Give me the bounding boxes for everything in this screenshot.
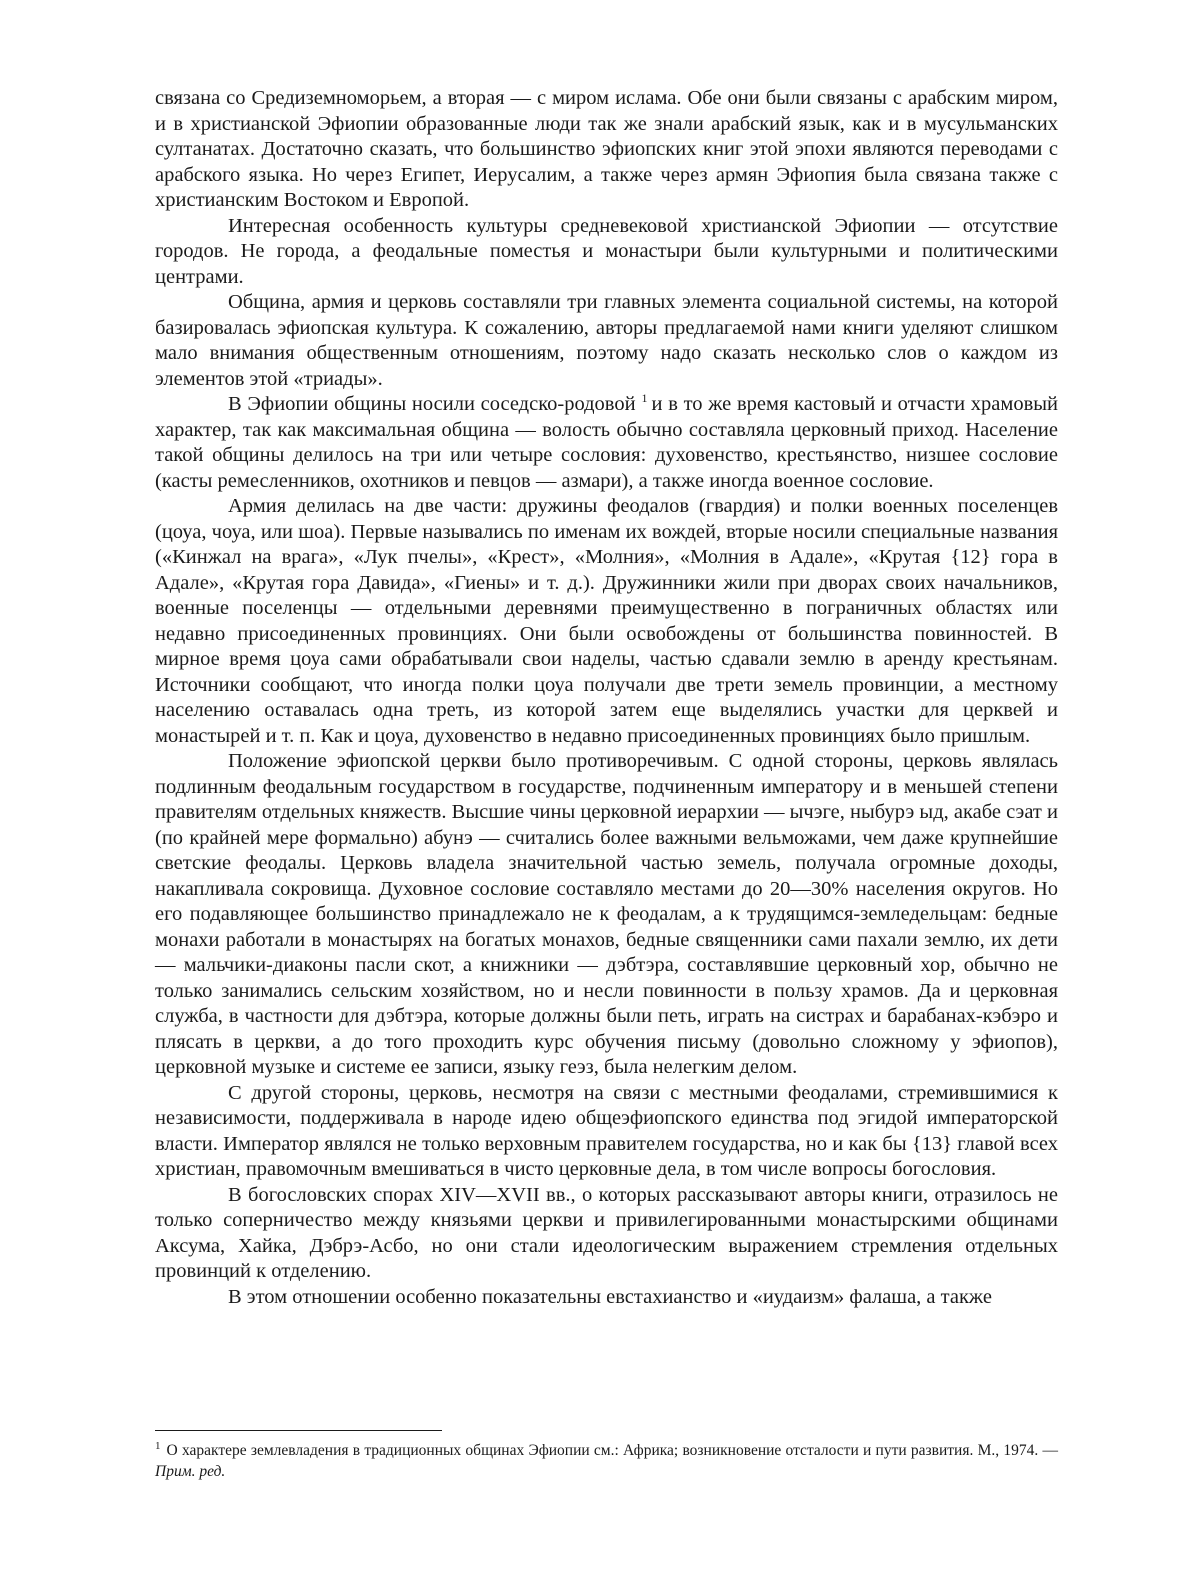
main-text	[155, 86, 1058, 1310]
paragraph-4-end: и в то же время кастовый и отчасти храмовый характер, так как максимальная община — волость обычно составляла церковный приход. Население такой общины делилось на три или четыре сословия: духовенство, крестьянство, низшее сословие (касты ремесленников, охотников и певцов — азмари), а также иногда военное сословие.	[155, 393, 1059, 492]
paragraph-8: В богословских спорах XIV—XVII вв., о которых рассказывают авторы книги, отразилось не только соперничество между князьями церкви и привилегированными монастырскими общинами Аксума, Хайка, Дэбрэ-Асбо, но они стали идеологическим выражением стремления отдельных провинций к отделению.	[155, 1183, 1058, 1282]
paragraph-3: Община, армия и церковь составляли три главных элемента социальной системы, на которой базировалась эфиопская культура. К сожалению, авторы предлагаемой нами книги уделяют слишком мало внимания общественным отношениям, поэтому надо сказать несколько слов о каждом из элементов этой «триады».	[155, 291, 1058, 390]
paragraph-7: С другой стороны, церковь, несмотря на связи с местными феодалами, стремившимися к независимости, поддерживала в народе идею общеэфиопского единства под эгидой императорской власти. Император являлся не только верховным правителем государства, но и как бы {13} главой всех христиан, правомочным вмешиваться в чисто церковные дела, в том числе вопросы богословия.	[155, 1081, 1058, 1180]
footnote-mark: 1	[155, 1440, 161, 1452]
footnote	[155, 1440, 1058, 1482]
paragraph-6: Положение эфиопской церкви было противоречивым. С одной стороны, церковь являлась подлинным феодальным государством в государстве, подчиненным императору и в меньшей степени правителям отдельных княжеств. Высшие чины церковной иерархии — ычэге, ныбурэ ыд, акабе сэат и (по крайней мере формально) абунэ — считались более важными вельможами, чем даже крупнейшие светские феодалы. Церковь владела значительной частью земель, получала огромные доходы, накапливала сокровища. Духовное сословие составляло местами до 20—30% населения округов. Но его подавляющее большинство принадлежало не к феодалам, а к трудящимся-земледельцам: бедные монахи работали в монастырях на богатых монахов, бедные священники сами пахали землю, их дети — мальчики-диаконы пасли скот, а книжники — дэбтэра, составлявшие церковный хор, обычно не только занимались сельским хозяйством, но и несли повинности в пользу храмов. Да и церковная служба, в частности для дэбтэра, которые должны были петь, играть на систрах и барабанах-кэбэро и плясать в церкви, а до того проходить курс обучения письму (довольно сложному у эфиопов), церковной музыке и системе ее записи, языку геэз, была нелегким делом.	[155, 750, 1058, 1078]
paragraph-1: связана со Средиземноморьем, а вторая — с миром ислама. Обе они были связаны с арабским миром, и в христианской Эфиопии образованные люди так же знали арабский язык, как и в мусульманских султанатах. Достаточно сказать, что большинство эфиопских книг этой эпохи являются переводами с арабского языка. Но через Египет, Иерусалим, а также через армян Эфиопия была связана также с христианским Востоком и Европой.	[155, 87, 1058, 211]
footnote-divider	[155, 1430, 442, 1431]
paragraph-9: В этом отношении особенно показательны евстахианство и «иудаизм» фалаша, а также	[228, 1285, 992, 1308]
footnote-editor-note: Прим. ред.	[155, 1463, 226, 1480]
paragraph-5: Армия делилась на две части: дружины феодалов (гвардия) и полки военных поселенцев (цоуа, чоуа, или шоа). Первые назывались по именам их вождей, вторые носили специальные названия («Кинжал на врага», «Лук пчелы», «Крест», «Молния», «Молния в Адале», «Крутая {12} гора в Адале», «Крутая гора Давида», «Гиены» и т. д.). Дружинники жили при дворах своих начальников, военные поселенцы — отдельными деревнями преимущественно в пограничных областях или недавно присоединенных провинциях. Они были освобождены от большинства повинностей. В мирное время цоуа сами обрабатывали свои наделы, частью сдавали землю в аренду крестьянам. Источники сообщают, что иногда полки цоуа получали две трети земель провинции, а местному населению оставалась одна треть, из которой затем еще выделялись участки для церквей и монастырей и т. п. Как и цоуа, духовенство в недавно присоединенных провинциях было пришлым.	[155, 495, 1058, 747]
footnote-reference[interactable]: 1	[641, 391, 648, 405]
paragraph-2: Интересная особенность культуры средневековой христианской Эфиопии — отсутствие городов. Не города, а феодальные поместья и монастыри были культурными и политическими центрами.	[155, 214, 1058, 288]
paragraph-4-start: В Эфиопии общины носили соседско-родовой	[228, 393, 636, 415]
paragraph-4	[155, 392, 1058, 494]
footnote-text: О характере землевладения в традиционных общинах Эфиопии см.: Африка; возникновение отсталости и пути развития. М., 1974. —	[166, 1442, 1058, 1459]
